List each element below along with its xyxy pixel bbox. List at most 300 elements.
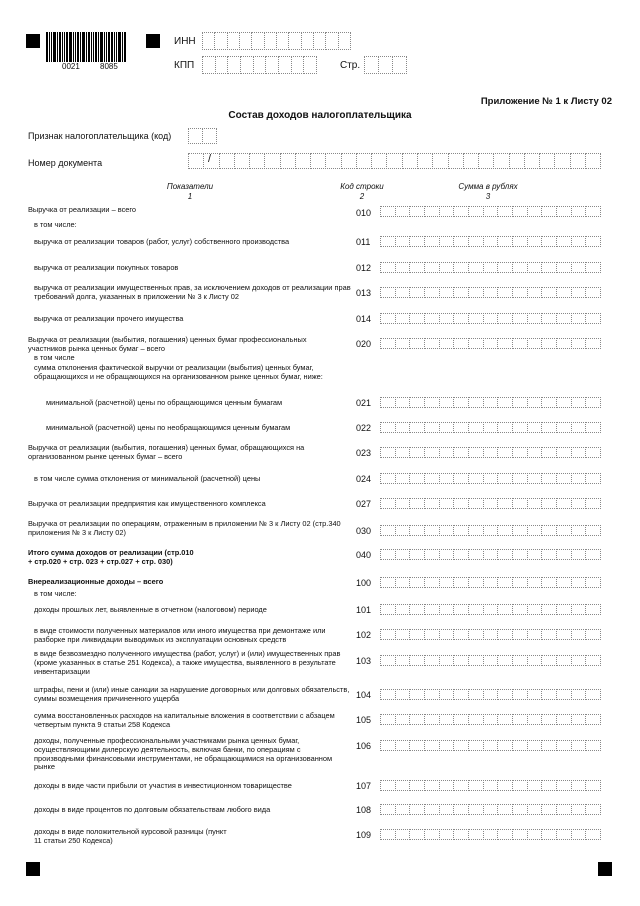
entry-cell[interactable] (276, 32, 289, 50)
sum-digit-cell[interactable] (468, 604, 484, 615)
sum-digit-cell[interactable] (380, 655, 396, 666)
sum-digit-cell[interactable] (541, 577, 557, 588)
sum-digit-cell[interactable] (483, 629, 499, 640)
sum-digit-cell[interactable] (585, 829, 601, 840)
sum-digit-cell[interactable] (395, 525, 411, 536)
entry-cell[interactable] (240, 56, 254, 74)
sum-digit-cell[interactable] (512, 422, 528, 433)
sum-digit-cell[interactable] (453, 422, 469, 433)
sum-digit-cell[interactable] (424, 206, 440, 217)
sum-digit-cell[interactable] (497, 714, 513, 725)
sum-digit-cell[interactable] (395, 829, 411, 840)
sum-digit-cell[interactable] (424, 714, 440, 725)
sum-digit-cell[interactable] (571, 629, 587, 640)
row-011-sum-field[interactable] (380, 236, 600, 247)
sum-digit-cell[interactable] (380, 206, 396, 217)
sum-digit-cell[interactable] (409, 262, 425, 273)
sum-digit-cell[interactable] (556, 829, 572, 840)
entry-cell[interactable] (188, 153, 204, 169)
sum-digit-cell[interactable] (424, 236, 440, 247)
entry-cell[interactable] (539, 153, 555, 169)
sum-digit-cell[interactable] (541, 422, 557, 433)
entry-cell[interactable] (325, 153, 341, 169)
sum-digit-cell[interactable] (556, 655, 572, 666)
sum-digit-cell[interactable] (571, 473, 587, 484)
sum-digit-cell[interactable] (424, 549, 440, 560)
sum-digit-cell[interactable] (527, 498, 543, 509)
entry-cell[interactable] (493, 153, 509, 169)
sum-digit-cell[interactable] (453, 804, 469, 815)
sum-digit-cell[interactable] (571, 422, 587, 433)
row-013-sum-field[interactable] (380, 287, 600, 298)
row-022-sum-field[interactable] (380, 422, 600, 433)
sum-digit-cell[interactable] (571, 804, 587, 815)
sum-digit-cell[interactable] (541, 804, 557, 815)
row-108-sum-field[interactable] (380, 804, 600, 815)
sum-digit-cell[interactable] (439, 287, 455, 298)
entry-cell[interactable] (402, 153, 418, 169)
sum-digit-cell[interactable] (541, 689, 557, 700)
sum-digit-cell[interactable] (439, 780, 455, 791)
sum-digit-cell[interactable] (424, 655, 440, 666)
sum-digit-cell[interactable] (380, 577, 396, 588)
sum-digit-cell[interactable] (527, 262, 543, 273)
sum-digit-cell[interactable] (409, 498, 425, 509)
sum-digit-cell[interactable] (527, 829, 543, 840)
sum-digit-cell[interactable] (541, 262, 557, 273)
sum-digit-cell[interactable] (439, 740, 455, 751)
row-100-sum-field[interactable] (380, 577, 600, 588)
entry-cell[interactable] (202, 32, 215, 50)
sum-digit-cell[interactable] (468, 714, 484, 725)
sum-digit-cell[interactable] (409, 780, 425, 791)
sum-digit-cell[interactable] (409, 447, 425, 458)
entry-cell[interactable] (214, 32, 227, 50)
sum-digit-cell[interactable] (527, 525, 543, 536)
sum-digit-cell[interactable] (527, 236, 543, 247)
sum-digit-cell[interactable] (409, 655, 425, 666)
entry-cell[interactable] (219, 153, 235, 169)
sum-digit-cell[interactable] (395, 447, 411, 458)
sum-digit-cell[interactable] (380, 629, 396, 640)
sum-digit-cell[interactable] (527, 422, 543, 433)
sum-digit-cell[interactable] (483, 338, 499, 349)
sum-digit-cell[interactable] (483, 262, 499, 273)
sum-digit-cell[interactable] (380, 804, 396, 815)
sum-digit-cell[interactable] (527, 740, 543, 751)
entry-cell[interactable] (264, 153, 280, 169)
sum-digit-cell[interactable] (439, 549, 455, 560)
sum-digit-cell[interactable] (439, 577, 455, 588)
sum-digit-cell[interactable] (541, 525, 557, 536)
sum-digit-cell[interactable] (497, 313, 513, 324)
sum-digit-cell[interactable] (453, 313, 469, 324)
sum-digit-cell[interactable] (424, 525, 440, 536)
sum-digit-cell[interactable] (439, 829, 455, 840)
sum-digit-cell[interactable] (380, 525, 396, 536)
sum-digit-cell[interactable] (497, 689, 513, 700)
sum-digit-cell[interactable] (453, 236, 469, 247)
sum-digit-cell[interactable] (512, 206, 528, 217)
sum-digit-cell[interactable] (409, 714, 425, 725)
sum-digit-cell[interactable] (395, 629, 411, 640)
sum-digit-cell[interactable] (468, 577, 484, 588)
entry-cell[interactable] (227, 32, 240, 50)
sum-digit-cell[interactable] (380, 338, 396, 349)
entry-cell[interactable] (239, 32, 252, 50)
sum-digit-cell[interactable] (395, 236, 411, 247)
sum-digit-cell[interactable] (395, 780, 411, 791)
sum-digit-cell[interactable] (409, 549, 425, 560)
sum-digit-cell[interactable] (556, 206, 572, 217)
entry-cell[interactable] (325, 32, 338, 50)
row-012-sum-field[interactable] (380, 262, 600, 273)
sum-digit-cell[interactable] (512, 740, 528, 751)
sum-digit-cell[interactable] (527, 604, 543, 615)
sum-digit-cell[interactable] (571, 397, 587, 408)
sum-digit-cell[interactable] (380, 498, 396, 509)
sum-digit-cell[interactable] (468, 780, 484, 791)
sum-digit-cell[interactable] (512, 804, 528, 815)
sum-digit-cell[interactable] (585, 525, 601, 536)
sum-digit-cell[interactable] (409, 689, 425, 700)
sum-digit-cell[interactable] (497, 338, 513, 349)
sum-digit-cell[interactable] (483, 236, 499, 247)
sum-digit-cell[interactable] (585, 577, 601, 588)
sum-digit-cell[interactable] (409, 525, 425, 536)
sum-digit-cell[interactable] (512, 577, 528, 588)
sum-digit-cell[interactable] (556, 549, 572, 560)
sum-digit-cell[interactable] (512, 629, 528, 640)
sum-digit-cell[interactable] (453, 338, 469, 349)
sum-digit-cell[interactable] (424, 262, 440, 273)
sum-digit-cell[interactable] (585, 498, 601, 509)
sum-digit-cell[interactable] (439, 655, 455, 666)
sum-digit-cell[interactable] (395, 313, 411, 324)
entry-cell[interactable] (249, 153, 265, 169)
sum-digit-cell[interactable] (439, 804, 455, 815)
row-102-sum-field[interactable] (380, 629, 600, 640)
sum-digit-cell[interactable] (541, 714, 557, 725)
sum-digit-cell[interactable] (541, 397, 557, 408)
sum-digit-cell[interactable] (468, 549, 484, 560)
sum-digit-cell[interactable] (585, 206, 601, 217)
sum-digit-cell[interactable] (571, 714, 587, 725)
row-040-sum-field[interactable] (380, 549, 600, 560)
sum-digit-cell[interactable] (409, 206, 425, 217)
entry-cell[interactable] (392, 56, 407, 74)
sum-digit-cell[interactable] (468, 689, 484, 700)
sum-digit-cell[interactable] (556, 447, 572, 458)
sum-digit-cell[interactable] (439, 604, 455, 615)
sum-digit-cell[interactable] (439, 629, 455, 640)
sum-digit-cell[interactable] (409, 473, 425, 484)
sum-digit-cell[interactable] (483, 525, 499, 536)
sum-digit-cell[interactable] (453, 780, 469, 791)
sum-digit-cell[interactable] (439, 525, 455, 536)
sum-digit-cell[interactable] (497, 780, 513, 791)
sum-digit-cell[interactable] (556, 740, 572, 751)
sum-digit-cell[interactable] (512, 549, 528, 560)
sum-digit-cell[interactable] (395, 287, 411, 298)
sum-digit-cell[interactable] (468, 447, 484, 458)
sum-digit-cell[interactable] (380, 447, 396, 458)
sum-digit-cell[interactable] (556, 689, 572, 700)
sum-digit-cell[interactable] (439, 473, 455, 484)
kpp-field[interactable] (202, 56, 316, 74)
sum-digit-cell[interactable] (541, 780, 557, 791)
sum-digit-cell[interactable] (556, 714, 572, 725)
entry-cell[interactable] (265, 56, 279, 74)
sum-digit-cell[interactable] (453, 577, 469, 588)
sum-digit-cell[interactable] (409, 338, 425, 349)
sum-digit-cell[interactable] (527, 473, 543, 484)
entry-cell[interactable] (291, 56, 305, 74)
sum-digit-cell[interactable] (483, 287, 499, 298)
sum-digit-cell[interactable] (380, 262, 396, 273)
sum-digit-cell[interactable] (556, 604, 572, 615)
entry-cell[interactable] (386, 153, 402, 169)
sum-digit-cell[interactable] (439, 714, 455, 725)
entry-cell[interactable] (234, 153, 250, 169)
sum-digit-cell[interactable] (424, 498, 440, 509)
sum-digit-cell[interactable] (453, 206, 469, 217)
sum-digit-cell[interactable] (527, 397, 543, 408)
entry-cell[interactable] (509, 153, 525, 169)
document-number-field[interactable] (188, 153, 600, 169)
sum-digit-cell[interactable] (585, 236, 601, 247)
sum-digit-cell[interactable] (527, 577, 543, 588)
sum-digit-cell[interactable] (409, 287, 425, 298)
sum-digit-cell[interactable] (483, 689, 499, 700)
sum-digit-cell[interactable] (409, 804, 425, 815)
sum-digit-cell[interactable] (483, 206, 499, 217)
sum-digit-cell[interactable] (380, 689, 396, 700)
sum-digit-cell[interactable] (497, 422, 513, 433)
sum-digit-cell[interactable] (424, 473, 440, 484)
sum-digit-cell[interactable] (585, 604, 601, 615)
row-106-sum-field[interactable] (380, 740, 600, 751)
sum-digit-cell[interactable] (556, 313, 572, 324)
row-020-sum-field[interactable] (380, 338, 600, 349)
sum-digit-cell[interactable] (453, 262, 469, 273)
sum-digit-cell[interactable] (571, 498, 587, 509)
sum-digit-cell[interactable] (380, 714, 396, 725)
sum-digit-cell[interactable] (453, 525, 469, 536)
sum-digit-cell[interactable] (483, 829, 499, 840)
entry-cell[interactable] (310, 153, 326, 169)
sum-digit-cell[interactable] (497, 236, 513, 247)
sum-digit-cell[interactable] (585, 338, 601, 349)
sum-digit-cell[interactable] (468, 829, 484, 840)
entry-cell[interactable] (417, 153, 433, 169)
sum-digit-cell[interactable] (409, 397, 425, 408)
sum-digit-cell[interactable] (571, 206, 587, 217)
sum-digit-cell[interactable] (512, 262, 528, 273)
sum-digit-cell[interactable] (395, 714, 411, 725)
entry-cell[interactable] (313, 32, 326, 50)
inn-field[interactable] (202, 32, 350, 50)
sum-digit-cell[interactable] (512, 498, 528, 509)
sum-digit-cell[interactable] (556, 525, 572, 536)
sum-digit-cell[interactable] (512, 287, 528, 298)
sum-digit-cell[interactable] (571, 829, 587, 840)
entry-cell[interactable] (253, 56, 267, 74)
row-024-sum-field[interactable] (380, 473, 600, 484)
entry-cell[interactable] (188, 128, 203, 144)
sum-digit-cell[interactable] (497, 629, 513, 640)
sum-digit-cell[interactable] (483, 740, 499, 751)
sum-digit-cell[interactable] (497, 498, 513, 509)
entry-cell[interactable] (202, 128, 217, 144)
sum-digit-cell[interactable] (483, 473, 499, 484)
entry-cell[interactable] (301, 32, 314, 50)
sum-digit-cell[interactable] (497, 804, 513, 815)
sum-digit-cell[interactable] (409, 629, 425, 640)
sum-digit-cell[interactable] (483, 655, 499, 666)
sum-digit-cell[interactable] (468, 629, 484, 640)
sum-digit-cell[interactable] (571, 287, 587, 298)
sum-digit-cell[interactable] (527, 655, 543, 666)
sum-digit-cell[interactable] (512, 397, 528, 408)
sum-digit-cell[interactable] (439, 397, 455, 408)
sum-digit-cell[interactable] (424, 397, 440, 408)
sum-digit-cell[interactable] (571, 236, 587, 247)
entry-cell[interactable] (203, 153, 219, 169)
row-103-sum-field[interactable] (380, 655, 600, 666)
sum-digit-cell[interactable] (380, 397, 396, 408)
entry-cell[interactable] (215, 56, 229, 74)
sum-digit-cell[interactable] (571, 447, 587, 458)
entry-cell[interactable] (463, 153, 479, 169)
sum-digit-cell[interactable] (380, 549, 396, 560)
entry-cell[interactable] (251, 32, 264, 50)
sum-digit-cell[interactable] (483, 447, 499, 458)
entry-cell[interactable] (303, 56, 317, 74)
entry-cell[interactable] (278, 56, 292, 74)
sum-digit-cell[interactable] (439, 447, 455, 458)
sum-digit-cell[interactable] (585, 313, 601, 324)
sum-digit-cell[interactable] (541, 829, 557, 840)
sum-digit-cell[interactable] (453, 655, 469, 666)
sum-digit-cell[interactable] (395, 498, 411, 509)
sum-digit-cell[interactable] (395, 473, 411, 484)
sum-digit-cell[interactable] (409, 313, 425, 324)
sum-digit-cell[interactable] (483, 780, 499, 791)
sum-digit-cell[interactable] (395, 422, 411, 433)
sum-digit-cell[interactable] (541, 206, 557, 217)
sum-digit-cell[interactable] (395, 577, 411, 588)
sum-digit-cell[interactable] (483, 714, 499, 725)
entry-cell[interactable] (356, 153, 372, 169)
row-027-sum-field[interactable] (380, 498, 600, 509)
sum-digit-cell[interactable] (571, 780, 587, 791)
sum-digit-cell[interactable] (497, 740, 513, 751)
entry-cell[interactable] (341, 153, 357, 169)
sum-digit-cell[interactable] (439, 262, 455, 273)
sum-digit-cell[interactable] (497, 604, 513, 615)
sum-digit-cell[interactable] (483, 804, 499, 815)
sum-digit-cell[interactable] (527, 313, 543, 324)
sum-digit-cell[interactable] (512, 525, 528, 536)
sum-digit-cell[interactable] (512, 313, 528, 324)
sum-digit-cell[interactable] (527, 804, 543, 815)
row-104-sum-field[interactable] (380, 689, 600, 700)
sum-digit-cell[interactable] (483, 577, 499, 588)
sum-digit-cell[interactable] (380, 287, 396, 298)
sum-digit-cell[interactable] (512, 338, 528, 349)
sum-digit-cell[interactable] (380, 780, 396, 791)
sum-digit-cell[interactable] (468, 287, 484, 298)
sum-digit-cell[interactable] (556, 236, 572, 247)
entry-cell[interactable] (378, 56, 393, 74)
sum-digit-cell[interactable] (497, 525, 513, 536)
sum-digit-cell[interactable] (453, 689, 469, 700)
sum-digit-cell[interactable] (468, 338, 484, 349)
row-101-sum-field[interactable] (380, 604, 600, 615)
sum-digit-cell[interactable] (512, 604, 528, 615)
row-105-sum-field[interactable] (380, 714, 600, 725)
sum-digit-cell[interactable] (453, 287, 469, 298)
sum-digit-cell[interactable] (395, 655, 411, 666)
sum-digit-cell[interactable] (527, 629, 543, 640)
sum-digit-cell[interactable] (512, 829, 528, 840)
sum-digit-cell[interactable] (483, 549, 499, 560)
sum-digit-cell[interactable] (468, 206, 484, 217)
sum-digit-cell[interactable] (483, 397, 499, 408)
entry-cell[interactable] (280, 153, 296, 169)
sum-digit-cell[interactable] (497, 262, 513, 273)
sum-digit-cell[interactable] (468, 525, 484, 536)
sum-digit-cell[interactable] (541, 629, 557, 640)
sum-digit-cell[interactable] (497, 473, 513, 484)
sum-digit-cell[interactable] (585, 689, 601, 700)
sum-digit-cell[interactable] (468, 498, 484, 509)
row-107-sum-field[interactable] (380, 780, 600, 791)
sum-digit-cell[interactable] (468, 473, 484, 484)
sum-digit-cell[interactable] (497, 549, 513, 560)
sum-digit-cell[interactable] (483, 422, 499, 433)
sum-digit-cell[interactable] (527, 689, 543, 700)
sum-digit-cell[interactable] (527, 338, 543, 349)
sum-digit-cell[interactable] (468, 804, 484, 815)
sum-digit-cell[interactable] (571, 740, 587, 751)
sum-digit-cell[interactable] (395, 338, 411, 349)
sum-digit-cell[interactable] (380, 422, 396, 433)
row-021-sum-field[interactable] (380, 397, 600, 408)
entry-cell[interactable] (202, 56, 216, 74)
sum-digit-cell[interactable] (512, 689, 528, 700)
entry-cell[interactable] (264, 32, 277, 50)
sum-digit-cell[interactable] (380, 829, 396, 840)
sum-digit-cell[interactable] (409, 829, 425, 840)
sum-digit-cell[interactable] (483, 604, 499, 615)
sum-digit-cell[interactable] (585, 397, 601, 408)
sum-digit-cell[interactable] (453, 604, 469, 615)
entry-cell[interactable] (554, 153, 570, 169)
sum-digit-cell[interactable] (541, 287, 557, 298)
entry-cell[interactable] (432, 153, 448, 169)
sum-digit-cell[interactable] (424, 447, 440, 458)
sum-digit-cell[interactable] (556, 804, 572, 815)
sum-digit-cell[interactable] (439, 422, 455, 433)
sum-digit-cell[interactable] (512, 780, 528, 791)
sum-digit-cell[interactable] (527, 780, 543, 791)
sum-digit-cell[interactable] (541, 338, 557, 349)
row-030-sum-field[interactable] (380, 525, 600, 536)
sum-digit-cell[interactable] (585, 473, 601, 484)
sum-digit-cell[interactable] (409, 236, 425, 247)
